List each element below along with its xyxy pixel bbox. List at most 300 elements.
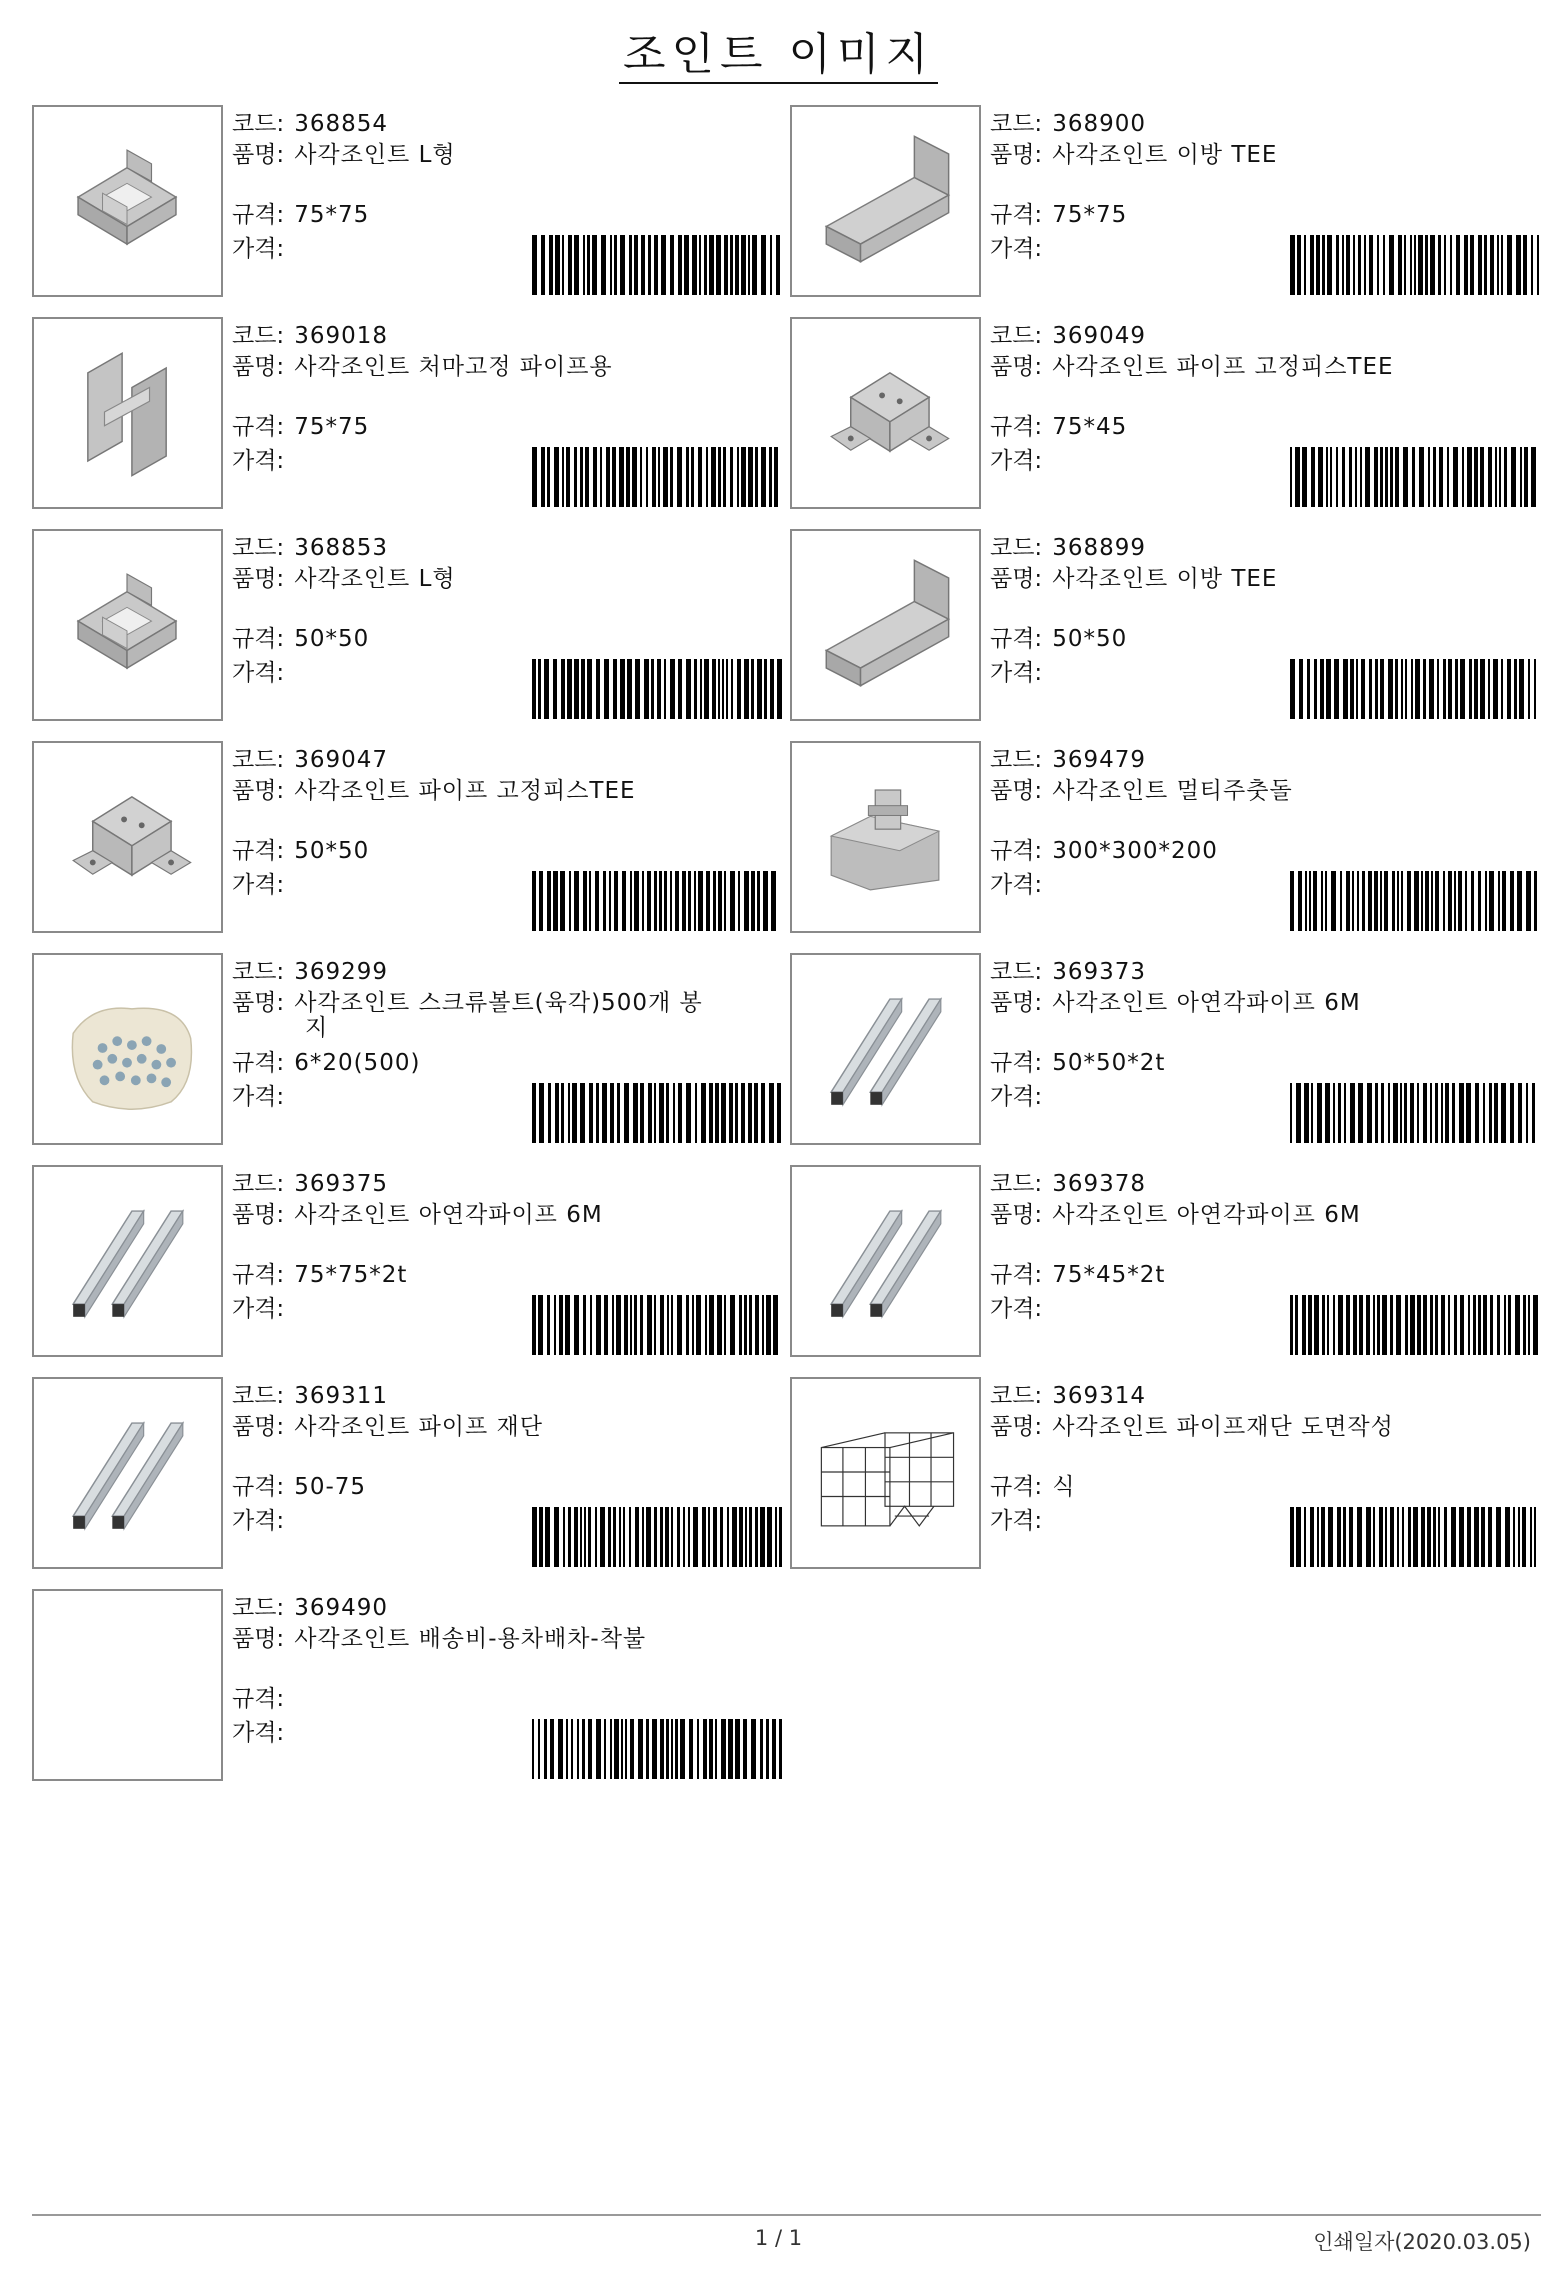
barcode-bar [646,447,648,507]
barcode-bar [717,1295,722,1355]
barcode-bar [1384,871,1388,931]
barcode-bar [1373,1295,1375,1355]
barcode-bar [730,235,733,295]
barcode-bar [1417,1083,1419,1143]
name-value: 사각조인트 배송비-용차배차-착불 [294,1626,647,1652]
barcode-bar [737,659,741,719]
price-label: 가격: [990,448,1043,474]
product-card-369375[interactable] [32,1165,780,1357]
barcode-bar [635,1507,639,1567]
barcode-bar [1438,235,1441,295]
barcode-bar [583,235,585,295]
spec-value: 50*50*2t [1052,1050,1166,1076]
barcode-bar [755,1507,758,1567]
barcode-bar [1317,1507,1319,1567]
barcode-bar [1385,1507,1387,1567]
barcode-bar [751,1719,756,1779]
barcode-bar [1504,447,1507,507]
barcode-bar [610,235,612,295]
barcode-bar [630,1719,634,1779]
barcode-bar [1297,235,1301,295]
barcode-bar [665,1507,669,1567]
barcode-bar [642,871,644,931]
barcode-bar [1313,871,1317,931]
barcode-bar [761,235,766,295]
barcode-bar [561,659,565,719]
product-card-369299[interactable] [32,953,780,1145]
code-label: 코드: [990,1383,1043,1409]
name-row [232,564,456,595]
barcode-bar [1428,447,1430,507]
barcode-bar [1403,447,1408,507]
barcode-bar [1496,1507,1501,1567]
barcode-bar [600,447,602,507]
barcode-bar [773,1295,778,1355]
barcode-bar [1474,447,1478,507]
spec-value: 75*75 [1052,202,1128,228]
barcode-bar [1490,1295,1493,1355]
product-card-369018[interactable] [32,317,780,509]
barcode-bar [1473,1295,1476,1355]
barcode-bar [1533,1295,1538,1355]
barcode-bar [541,235,545,295]
barcode-bar [1296,1083,1301,1143]
price-row [232,1082,294,1113]
barcode-bar [1326,659,1331,719]
barcode-bar [632,447,637,507]
code-row [232,1593,388,1624]
barcode-bar [555,1083,559,1143]
spec-label: 규격: [232,1686,285,1712]
barcode-bar [1445,1083,1449,1143]
spec-label: 규격: [990,202,1043,228]
spec-row [232,1048,420,1079]
product-card-368899[interactable] [790,529,1538,721]
barcode-bar [1412,447,1415,507]
barcode-bar [1456,235,1460,295]
barcode-bar [757,659,762,719]
barcode-bar [1419,447,1424,507]
barcode-bar [587,659,592,719]
barcode-bar [1350,1083,1355,1143]
spec-label: 규격: [232,1474,285,1500]
barcode-bar [1382,1295,1387,1355]
barcode-bar [1526,1083,1528,1143]
barcode-bar [647,1295,652,1355]
name-label: 품명: [990,566,1043,592]
barcode-bar [1374,447,1378,507]
barcode-bar [1531,235,1533,295]
barcode-bar [763,871,768,931]
barcode-bar [1415,659,1420,719]
code-label: 코드: [990,747,1043,773]
barcode-bar [583,871,587,931]
code-row [232,957,388,988]
product-card-369311[interactable] [32,1377,780,1569]
barcode-bar [1362,871,1365,931]
barcode-bar [715,1719,717,1779]
barcode-bar [658,447,660,507]
product-card-368854[interactable] [32,105,780,297]
barcode-bar [701,1083,706,1143]
name-label: 품명: [232,142,285,168]
spec-row [990,200,1127,231]
barcode-bar [702,1507,706,1567]
barcode-bar [766,1295,771,1355]
barcode-bar [1364,235,1366,295]
barcode-bar [666,1083,669,1143]
barcode-bar [751,871,755,931]
spec-value: 50*50 [294,838,370,864]
barcode-bar [1537,235,1539,295]
barcode-bar [582,1719,585,1779]
barcode-bar [1488,1507,1492,1567]
barcode-bar [1465,871,1467,931]
barcode-bar [779,1507,782,1567]
barcode-bar [647,871,651,931]
barcode-bar [1365,447,1370,507]
barcode-bar [1302,1295,1306,1355]
barcode-bar [691,447,694,507]
code-value: 369373 [1052,959,1146,985]
barcode-bar [1467,447,1472,507]
barcode-bar [1418,235,1423,295]
barcode-bar [1346,235,1350,295]
name-value: 사각조인트 파이프 고정피스TEE [294,778,636,804]
barcode-bar [634,1295,637,1355]
barcode-bar [1334,659,1339,719]
barcode-bar [584,1507,586,1567]
barcode-bar [1326,447,1328,507]
barcode-icon [532,1719,782,1779]
barcode-bar [1474,1507,1479,1567]
barcode-bar [682,871,686,931]
l-joint-icon [32,105,223,297]
barcode-bar [1460,659,1465,719]
barcode-bar [550,1719,554,1779]
barcode-bar [1388,659,1393,719]
blank-image [32,1589,223,1781]
barcode-bar [741,447,746,507]
barcode-bar [1333,1295,1335,1355]
barcode-bar [1526,871,1531,931]
footer-divider [32,2214,1541,2216]
barcode-bar [761,447,766,507]
barcode-bar [1375,659,1378,719]
barcode-bar [683,1507,685,1567]
spec-label: 규격: [990,1050,1043,1076]
barcode-bar [604,659,609,719]
barcode-bar [1395,659,1398,719]
barcode-bar [1310,235,1314,295]
barcode-bar [1528,1295,1530,1355]
code-label: 코드: [232,959,285,985]
barcode-bar [724,1295,726,1355]
barcode-bar [694,871,696,931]
barcode-bar [754,1083,758,1143]
barcode-bar [698,871,703,931]
barcode-bar [686,1083,691,1143]
spec-row [990,1472,1075,1503]
barcode-bar [580,1507,582,1567]
barcode-bar [1499,447,1501,507]
square-pipe-icon-drawing [792,1167,979,1355]
barcode-bar [568,1507,571,1567]
square-pipe-icon [790,1165,981,1357]
barcode-bar [1290,659,1295,719]
barcode-bar [745,1507,747,1567]
spec-label: 규격: [232,202,285,228]
price-row [232,1294,294,1325]
barcode-bar [627,659,632,719]
barcode-bar [1309,871,1311,931]
foundation-block-icon [790,741,981,933]
fixing-tee-icon [790,317,981,509]
spec-label: 규격: [232,838,285,864]
name-row [232,776,636,807]
code-value: 369314 [1052,1383,1146,1409]
spec-label: 규격: [990,838,1043,864]
barcode-bar [1367,1083,1372,1143]
barcode-bar [1404,1083,1407,1143]
code-label: 코드: [990,323,1043,349]
barcode-bar [671,1295,673,1355]
barcode-bar [1435,1083,1438,1143]
barcode-bar [1504,1295,1506,1355]
product-card-368853[interactable] [32,529,780,721]
barcode-bar [646,1719,649,1779]
code-row [232,321,388,352]
barcode-bar [640,1083,644,1143]
barcode-bar [1360,447,1362,507]
barcode-bar [1481,1507,1485,1567]
barcode-bar [659,871,662,931]
product-card-368900[interactable] [790,105,1538,297]
barcode-bar [1489,871,1494,931]
barcode-bar [532,1719,534,1779]
barcode-bar [744,1295,747,1355]
barcode-bar [1336,235,1339,295]
barcode-bar [1438,1507,1440,1567]
barcode-bar [1464,235,1468,295]
product-card-369047[interactable] [32,741,780,933]
name-label: 품명: [990,354,1043,380]
barcode-bar [560,871,565,931]
spec-row [232,200,369,231]
product-card-369479[interactable] [790,741,1538,933]
code-value: 369311 [294,1383,388,1409]
code-label: 코드: [232,111,285,137]
name-value: 사각조인트 스크류볼트(육각)500개 봉 [294,990,703,1016]
barcode-bar [671,1507,673,1567]
barcode-bar [1358,235,1361,295]
code-value: 369479 [1052,747,1146,773]
barcode-bar [677,447,682,507]
barcode-bar [1532,1083,1535,1143]
barcode-bar [574,1295,579,1355]
barcode-bar [1357,871,1359,931]
product-card-369378[interactable] [790,1165,1538,1357]
barcode-icon [1290,1507,1540,1567]
barcode-bar [1423,1295,1427,1355]
price-label: 가격: [990,1296,1043,1322]
barcode-bar [748,1083,752,1143]
price-label: 가격: [990,1508,1043,1534]
barcode-bar [1295,1295,1298,1355]
barcode-icon [532,447,782,507]
barcode-bar [741,1083,745,1143]
barcode-bar [1310,1507,1314,1567]
spec-value: 6*20(500) [294,1050,421,1076]
barcode-bar [1343,659,1348,719]
barcode-bar [1388,1083,1390,1143]
barcode-bar [730,871,735,931]
barcode-bar [767,1507,772,1567]
barcode-bar [705,1295,707,1355]
barcode-bar [574,659,579,719]
product-card-369049[interactable] [790,317,1538,509]
barcode-bar [777,659,782,719]
name-value: 사각조인트 처마고정 파이프용 [294,354,613,380]
barcode-bar [1390,1507,1394,1567]
name-value-line2: 지 [305,1015,328,1041]
barcode-bar [1478,235,1482,295]
frame-drawing-icon-drawing [792,1379,979,1567]
barcode-bar [770,235,772,295]
barcode-bar [1523,235,1527,295]
code-label: 코드: [990,1171,1043,1197]
barcode-bar [666,1719,669,1779]
barcode-bar [1516,235,1521,295]
barcode-bar [703,1719,707,1779]
barcode-bar [735,1719,740,1779]
barcode-bar [774,447,778,507]
barcode-bar [1328,1507,1333,1567]
barcode-bar [1488,659,1490,719]
barcode-bar [722,659,724,719]
barcode-bar [1402,1507,1404,1567]
barcode-bar [554,447,559,507]
barcode-bar [1417,1295,1421,1355]
price-label: 가격: [990,236,1043,262]
barcode-bar [1311,1083,1313,1143]
product-card-369490[interactable] [32,1589,780,1781]
price-label: 가격: [232,1508,285,1534]
barcode-bar [1366,1295,1370,1355]
code-label: 코드: [990,535,1043,561]
spec-value: 50-75 [294,1474,367,1500]
barcode-bar [659,1083,664,1143]
name-value: 사각조인트 이방 TEE [1052,142,1278,168]
barcode-bar [565,1295,570,1355]
spec-row [990,836,1218,867]
barcode-bar [1429,659,1434,719]
barcode-bar [633,1083,638,1143]
barcode-bar [772,1719,776,1779]
barcode-bar [1368,871,1372,931]
barcode-bar [621,1719,623,1779]
product-card-369373[interactable] [790,953,1538,1145]
barcode-bar [1471,871,1474,931]
barcode-bar [704,659,709,719]
product-card-369314[interactable] [790,1377,1538,1569]
code-value: 369018 [294,323,388,349]
barcode-bar [574,1507,578,1567]
code-row [990,745,1146,776]
name-label: 품명: [232,1414,285,1440]
barcode-bar [738,871,740,931]
price-row [990,1506,1052,1537]
barcode-bar [603,871,606,931]
barcode-bar [1507,659,1511,719]
barcode-bar [1454,871,1456,931]
barcode-bar [571,1719,573,1779]
barcode-bar [657,659,661,719]
barcode-bar [1369,235,1373,295]
barcode-bar [532,447,537,507]
barcode-bar [532,659,536,719]
two-way-tee-icon-drawing [792,531,979,719]
barcode-bar [764,659,767,719]
barcode-bar [1485,871,1487,931]
barcode-bar [601,235,606,295]
spec-row [232,412,369,443]
barcode-bar [1511,447,1516,507]
name-row [990,988,1361,1019]
barcode-bar [1425,871,1429,931]
barcode-bar [678,235,682,295]
price-label: 가격: [990,872,1043,898]
barcode-bar [654,871,657,931]
barcode-bar [660,1295,664,1355]
barcode-icon [532,1507,782,1567]
barcode-bar [760,1719,763,1779]
fixing-tee-icon-drawing [792,319,979,507]
barcode-bar [673,1083,675,1143]
barcode-bar [1474,659,1478,719]
barcode-bar [1325,871,1327,931]
barcode-bar [706,447,708,507]
barcode-bar [634,871,639,931]
barcode-bar [1483,1295,1487,1355]
barcode-icon [532,871,782,931]
barcode-bar [1518,1507,1520,1567]
barcode-bar [1314,659,1317,719]
barcode-bar [1469,659,1472,719]
barcode-bar [544,659,549,719]
barcode-bar [629,235,632,295]
price-row [232,870,294,901]
barcode-bar [654,1295,656,1355]
barcode-bar [1320,659,1324,719]
square-pipe-icon [32,1165,223,1357]
frame-drawing-icon [790,1377,981,1569]
barcode-bar [1304,235,1306,295]
barcode-bar [1458,871,1462,931]
barcode-bar [654,1507,657,1567]
barcode-bar [732,1507,737,1567]
barcode-bar [713,871,716,931]
barcode-bar [1507,235,1512,295]
barcode-bar [600,1507,605,1567]
barcode-bar [1393,1083,1398,1143]
barcode-bar [695,1083,697,1143]
barcode-bar [532,1295,536,1355]
barcode-bar [766,1719,769,1779]
barcode-bar [678,1083,682,1143]
name-label: 품명: [990,1202,1043,1228]
barcode-bar [660,1507,663,1567]
